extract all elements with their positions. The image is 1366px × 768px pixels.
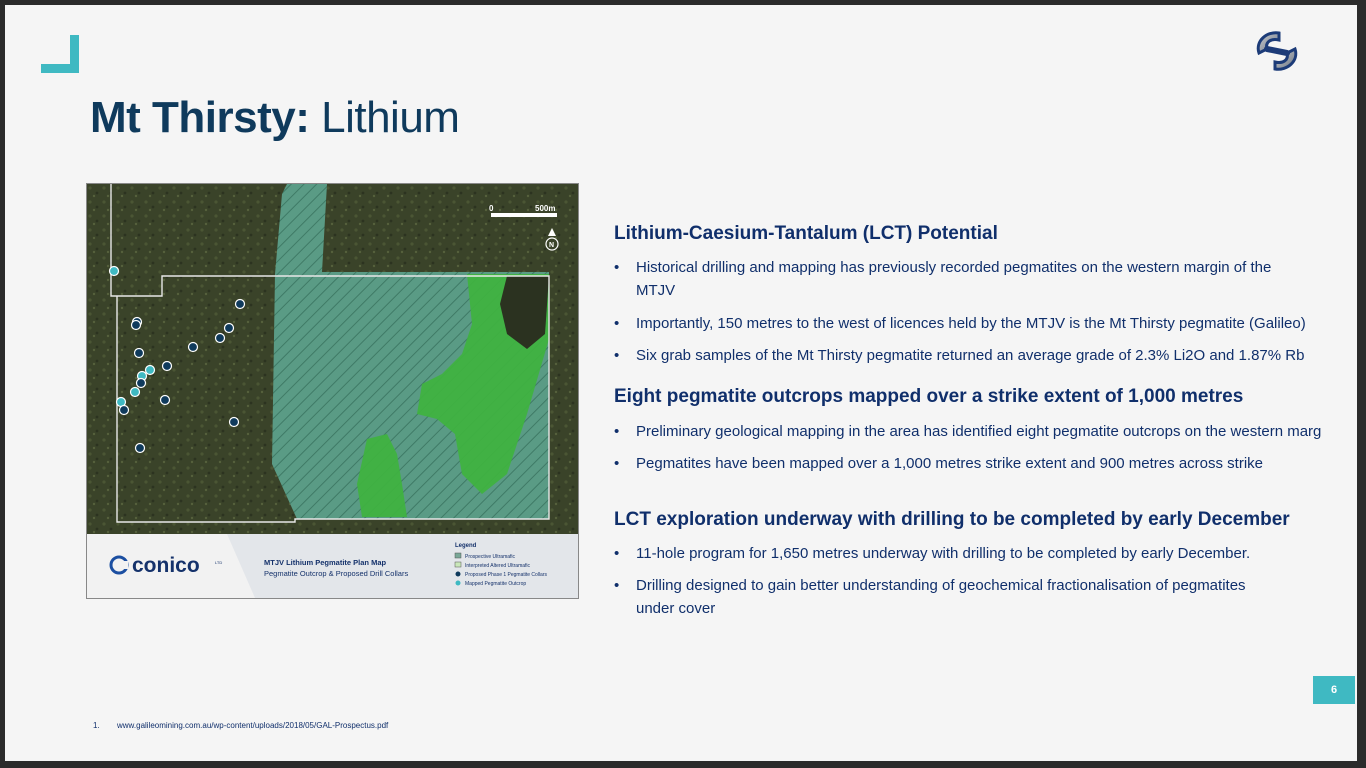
collar-marker <box>146 366 155 375</box>
bullet-marker: • <box>614 455 620 472</box>
collar-marker <box>132 321 141 330</box>
page-title <box>90 93 459 143</box>
collar-marker <box>236 300 245 309</box>
title-rest: Lithium <box>309 93 460 142</box>
collar-marker <box>120 406 129 415</box>
corner-bracket-icon <box>41 35 79 73</box>
map-caption-subtitle: Pegmatite Outcrop & Proposed Drill Collars <box>264 569 409 578</box>
bullet-text: Six grab samples of the Mt Thirsty pegmatite returned an average grade of 2.3% Li2O and 1.87% Rb <box>636 347 1305 364</box>
bullet-marker: • <box>614 259 620 276</box>
collar-marker <box>137 379 146 388</box>
footnote-text: www.galileomining.com.au/wp-content/uploads/2018/05/GAL-Prospectus.pdf <box>117 721 389 730</box>
collar-marker <box>135 349 144 358</box>
bullet-text: Historical drilling and mapping has previously recorded pegmatites on the western margin of the MTJV <box>636 259 1272 299</box>
scale-label: 500m <box>535 204 556 213</box>
collar-marker <box>136 444 145 453</box>
collar-marker <box>225 324 234 333</box>
bullet-marker: • <box>614 423 620 440</box>
brand-name: conico <box>132 554 200 577</box>
map-figure <box>86 183 579 599</box>
bullet-text: Pegmatites have been mapped over a 1,000 metres strike extent and 900 metres across strike <box>636 455 1263 472</box>
legend-item: Mapped Pegmatite Outcrop <box>465 581 527 587</box>
footnote-number: 1. <box>93 721 100 730</box>
slide <box>5 5 1357 761</box>
legend-swatch-outcrop <box>456 581 461 586</box>
section-heading-exploration: LCT exploration underway with drilling to be completed by early December <box>614 509 1290 530</box>
collar-marker <box>161 396 170 405</box>
bullet-marker: • <box>614 545 620 562</box>
brand-suffix: LTD <box>215 560 223 565</box>
collar-marker <box>230 418 239 427</box>
collar-marker <box>163 362 172 371</box>
legend-swatch-collar <box>456 572 461 577</box>
legend-swatch-altered <box>455 562 461 567</box>
bullet-marker: • <box>614 315 620 332</box>
section-heading-lct-potential: Lithium-Caesium-Tantalum (LCT) Potential <box>614 223 998 244</box>
collar-marker <box>110 267 119 276</box>
bullet-text: 11-hole program for 1,650 metres underway with drilling to be completed by early December. <box>636 545 1251 562</box>
scale-zero: 0 <box>489 204 494 213</box>
north-label: N <box>549 242 555 249</box>
legend-swatch-prospective <box>455 553 461 558</box>
legend-item: Proposed Phase 1 Pegmatite Collars <box>465 572 547 578</box>
company-logo-icon <box>1249 27 1307 75</box>
bullet-text: Drilling designed to gain better understanding of geochemical fractionalisation of pegmatites under cover <box>636 577 1246 617</box>
bullet-text: Importantly, 150 metres to the west of licences held by the MTJV is the Mt Thirsty pegmatite (Galileo) <box>636 315 1306 332</box>
collar-marker <box>216 334 225 343</box>
section-heading-outcrops: Eight pegmatite outcrops mapped over a strike extent of 1,000 metres <box>614 386 1244 407</box>
bullet-text: Preliminary geological mapping in the area has identified eight pegmatite outcrops on the western marg <box>636 423 1322 440</box>
bullet-marker: • <box>614 347 620 364</box>
collar-marker <box>189 343 198 352</box>
page-number: 6 <box>1313 676 1355 704</box>
legend-title: Legend <box>455 543 477 549</box>
bullet-marker: • <box>614 577 620 594</box>
collar-marker <box>131 388 140 397</box>
map-caption-title: MTJV Lithium Pegmatite Plan Map <box>264 558 387 567</box>
legend-item: Interpreted Altered Ultramafic <box>465 563 531 569</box>
legend-item: Prospective Ultramafic <box>465 554 516 560</box>
title-bold: Mt Thirsty: <box>90 93 310 142</box>
footnote <box>93 721 388 730</box>
